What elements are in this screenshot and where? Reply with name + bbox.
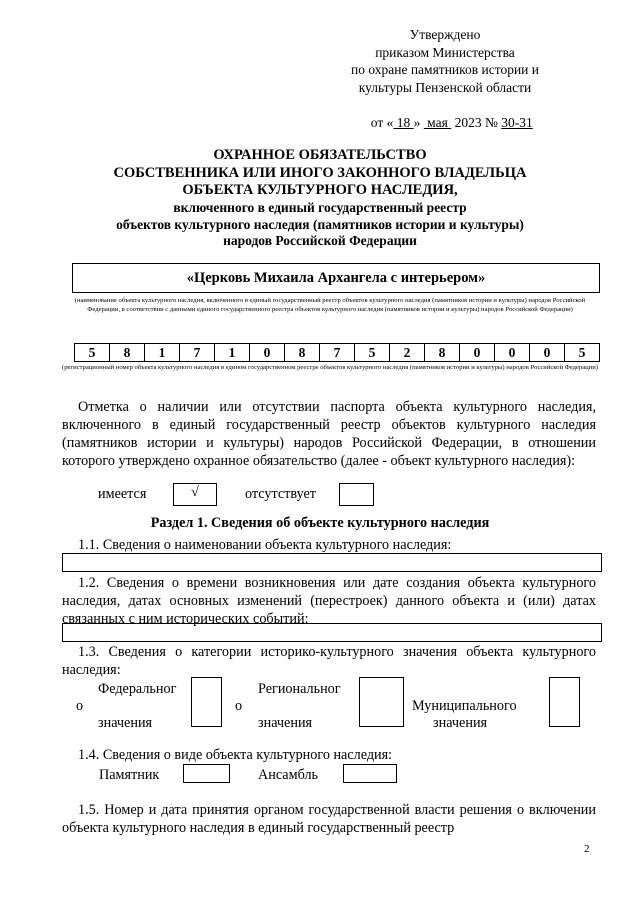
municipal-label: Муниципального — [412, 698, 517, 714]
passport-absent-label: отсутствует — [245, 486, 316, 502]
passport-absent-checkbox[interactable] — [339, 483, 374, 506]
item-1-3: 1.3. Сведения о категории историко-культурного значения объекта культурного наследия: — [62, 644, 596, 678]
passport-present-checkbox[interactable]: √ — [173, 483, 217, 506]
federal-label: Федеральног — [98, 681, 177, 697]
municipal-label: значения — [433, 715, 488, 731]
federal-label: о — [76, 698, 84, 714]
reg-digit[interactable]: 1 — [145, 344, 180, 361]
item-1-4: 1.4. Сведения о виде объекта культурного наследия: — [78, 747, 393, 763]
reg-digit[interactable]: 8 — [425, 344, 460, 361]
approval-line: приказом Министерства — [375, 44, 515, 60]
object-name-field[interactable]: «Церковь Михаила Архангела с интерьером» — [72, 263, 600, 293]
document-title — [40, 147, 600, 200]
reg-digit[interactable]: 0 — [460, 344, 495, 361]
reg-digit[interactable]: 5 — [578, 345, 586, 360]
reg-digit[interactable]: 0 — [530, 344, 565, 361]
title-line: ОБЪЕКТА КУЛЬТУРНОГО НАСЛЕДИЯ, — [182, 182, 458, 198]
approval-line: по охране памятников истории и — [350, 62, 540, 77]
approval-date-line — [330, 96, 560, 149]
item-1-1-field[interactable] — [62, 553, 602, 572]
reg-digit[interactable]: 8 — [285, 344, 320, 361]
title-line: ОХРАННОЕ ОБЯЗАТЕЛЬСТВО — [213, 147, 427, 163]
reg-digit[interactable]: 8 — [110, 344, 145, 361]
document-subtitle — [40, 200, 600, 250]
section-heading: Раздел 1. Сведения об объекте культурного наследия — [150, 515, 490, 531]
reg-digit[interactable]: 5 — [75, 344, 110, 361]
monument-checkbox[interactable] — [183, 764, 230, 783]
approval-line: культуры Пензенской области — [358, 79, 532, 95]
approval-prefix: от « — [370, 114, 394, 130]
reg-digit[interactable]: 2 — [390, 344, 425, 361]
approval-day: 18 — [393, 114, 414, 130]
municipal-checkbox[interactable] — [549, 677, 580, 727]
reg-digit[interactable]: 7 — [320, 344, 355, 361]
item-1-5: 1.5. Номер и дата принятия органом государственной власти решения о включении объекта культурного наследия в единый государственный реестр — [62, 802, 596, 836]
reg-digit[interactable]: 7 — [180, 344, 215, 361]
reg-number-grid — [74, 343, 600, 362]
federal-label: значения — [98, 715, 153, 731]
passport-paragraph: Отметка о наличии или отсутствии паспорта объекта культурного наследия, включенного в единый государственный реестр объектов культурного наследия (памятников истории и культуры) народов Российской Федерации, в отношении которого утверждено охранное обязательство (далее - объект культурного наследия): — [62, 399, 596, 469]
reg-digit[interactable]: 5 — [355, 344, 390, 361]
reg-digit[interactable]: 1 — [215, 344, 250, 361]
item-1-1: 1.1. Сведения о наименовании объекта культурного наследия: — [78, 537, 452, 553]
object-name-note: (наименование объекта культурного наследия, включенного в единый государственный реестр объектов культурного наследия (памятников истории и культуры) народов Российской Федерации, в соответствии с данными единого государственного реестра объектов культурного наследия (памятников истории и культуры) народов Российской Федерации) — [74, 297, 586, 313]
regional-label: Региональног — [258, 681, 341, 697]
ensemble-label: Ансамбль — [258, 767, 318, 783]
approval-year: 2023 № — [451, 114, 502, 130]
reg-digit[interactable]: 0 — [250, 344, 285, 361]
monument-label: Памятник — [99, 767, 160, 783]
approval-mid: » — [413, 114, 424, 130]
approval-number: 30-31 — [501, 114, 533, 130]
subtitle-line: объектов культурного наследия (памятников истории и культуры) — [116, 216, 524, 232]
approval-month: мая — [423, 114, 452, 130]
reg-digit[interactable]: 0 — [495, 344, 530, 361]
item-1-2: 1.2. Сведения о времени возникновения или дате создания объекта культурного наследия, датах основных изменений (перестроек) данного объекта и (или) датах связанных с ним исторических событий: — [62, 575, 596, 627]
subtitle-line: включенного в единый государственный реестр — [173, 200, 467, 215]
regional-checkbox[interactable] — [359, 677, 404, 727]
ensemble-checkbox[interactable] — [343, 764, 397, 783]
approval-line: Утверждено — [409, 27, 481, 42]
federal-checkbox[interactable] — [191, 677, 222, 727]
reg-number-note: (регистрационный номер объекта культурного наследия в едином государственном реестре объектов культурного наследия (памятников истории и культуры) народов Российской Федерации) — [62, 364, 598, 371]
passport-present-label: имеется — [98, 486, 147, 502]
regional-label: значения — [258, 715, 313, 731]
subtitle-line: народов Российской Федерации — [223, 233, 417, 248]
approval-stamp — [330, 26, 560, 149]
page-number: 2 — [584, 843, 590, 855]
title-line: СОБСТВЕННИКА ИЛИ ИНОГО ЗАКОННОГО ВЛАДЕЛЬЦА — [113, 164, 527, 181]
item-1-2-field[interactable] — [62, 623, 602, 642]
regional-label: о — [235, 698, 243, 714]
